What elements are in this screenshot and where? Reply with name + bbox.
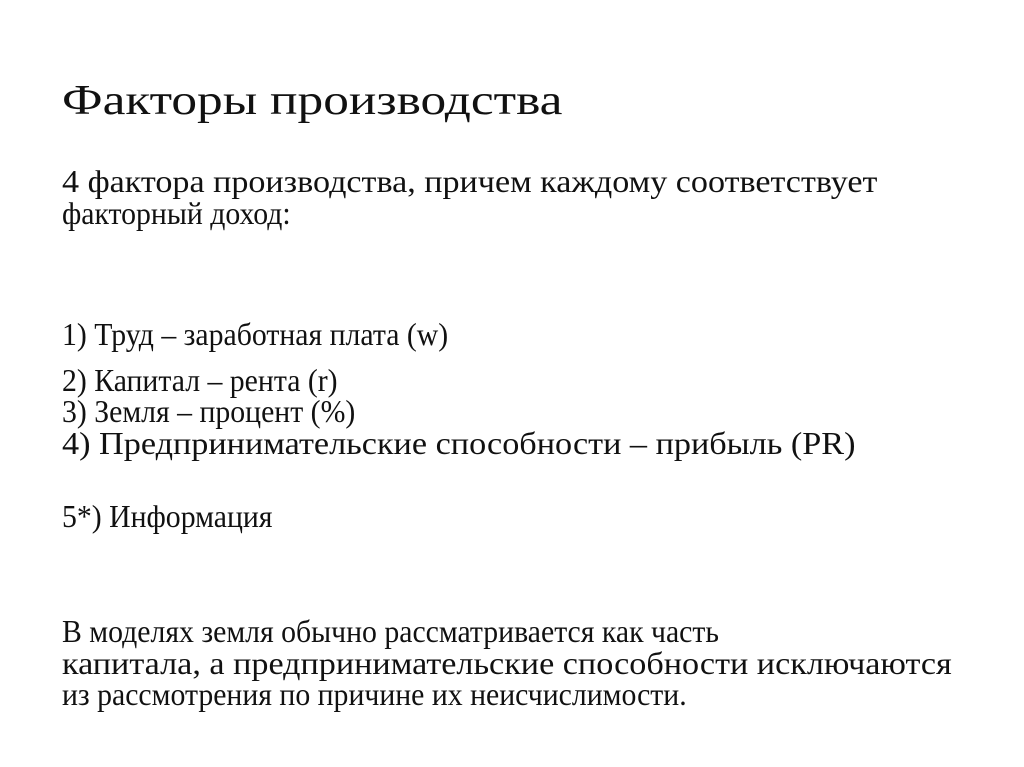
- extra-factor: 5*) Информация: [62, 498, 273, 534]
- note-line: В моделях земля обычно рассматривается как часть: [62, 613, 719, 649]
- factor-item: 3) Земля – процент (%): [62, 393, 356, 429]
- slide-title: Факторы производства: [62, 78, 563, 124]
- factor-item: 1) Труд – заработная плата (w): [62, 316, 449, 352]
- note-line: из рассмотрения по причине их неисчислимости.: [62, 676, 687, 712]
- factor-item: 4) Предпринимательские способности – прибыль (PR): [62, 425, 856, 461]
- factor-item: 2) Капитал – рента (r): [62, 362, 338, 398]
- intro-line: факторный доход:: [62, 195, 291, 231]
- intro-line: 4 фактора производства, причем каждому соответствует: [62, 163, 878, 199]
- note-line: капитала, а предпринимательские способности исключаются: [62, 645, 952, 681]
